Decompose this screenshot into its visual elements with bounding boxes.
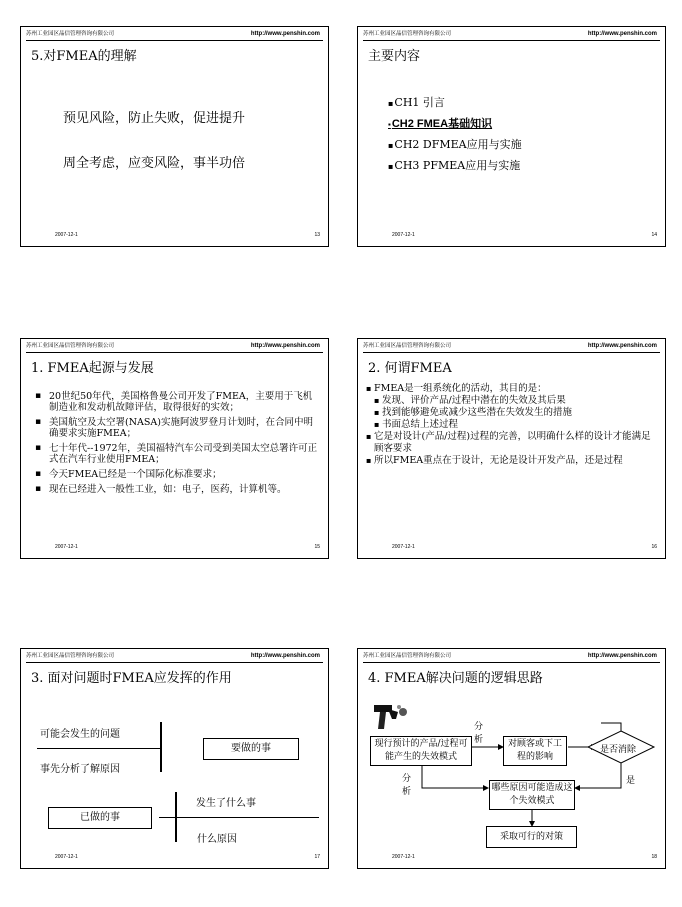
company-name: 苏州工业园区晶信管理咨询有限公司 [26, 31, 115, 37]
analyzed-label: 事先分析了解原因 [40, 764, 120, 775]
eliminated-label: 是否消除 [600, 745, 637, 755]
list-item: ▪ FMEA是一组系统化的活动，其目的是： [366, 383, 656, 395]
failure-mode-box [370, 736, 472, 766]
slide-title: 5.对FMEA的理解 [31, 49, 137, 64]
list-item: ▪ 现在已经进入一般性工业，如：电子，医药，计算机等。 [35, 484, 320, 495]
slide-13 [20, 26, 329, 247]
page-number: 17 [314, 854, 320, 860]
done-box [48, 807, 152, 829]
website-url: http://www.penshin.com [250, 31, 320, 37]
contents-item: ▪ CH1 引言 [388, 93, 522, 114]
website-url: http://www.penshin.com [587, 343, 657, 349]
divider-line [37, 748, 162, 749]
contents-list [388, 93, 522, 177]
page-number: 14 [651, 232, 657, 238]
slide-title: 4. FMEA解决问题的逻辑思路 [368, 671, 543, 686]
list-item: ▪ 七十年代--1972年，美国福特汽车公司受到美国太空总署许可正式在汽车行业使用FMEA； [35, 443, 320, 465]
possible-problem-label: 可能会发生的问题 [40, 729, 120, 740]
list-item: ▪ 今天FMEA已经是一个国际化标准要求； [35, 469, 320, 480]
page-number: 18 [651, 854, 657, 860]
analysis-label-bottom: 分析 [402, 774, 412, 797]
company-name: 苏州工业园区晶信管理咨询有限公司 [26, 653, 115, 659]
impact-label: 对顾客或下工程的影响 [507, 739, 562, 762]
slide-header [363, 30, 660, 41]
causes-box [489, 780, 575, 810]
sub-list-item: ▪ 发现、评价产品/过程中潜在的失效及其后果 [366, 395, 656, 407]
slide-date: 2007-12-1 [392, 544, 415, 550]
yes-label: 是 [626, 776, 636, 786]
slide-title: 2. 何谓FMEA [368, 361, 452, 376]
slide-17 [20, 648, 329, 869]
slide-15 [20, 338, 329, 559]
list-item: ▪ 所以FMEA重点在于设计，无论是设计开发产品，还是过程 [366, 455, 656, 467]
company-name: 苏州工业园区晶信管理咨询有限公司 [363, 653, 452, 659]
page-number: 16 [651, 544, 657, 550]
statement-1: 预见风险，防止失败，促进提升 [63, 111, 246, 126]
slide-header [26, 30, 323, 41]
website-url: http://www.penshin.com [587, 31, 657, 37]
what-happened-label: 发生了什么事 [196, 798, 256, 809]
contents-item-current: ▪ CH2 FMEA基础知识 [388, 114, 522, 135]
history-list [35, 391, 320, 499]
slide-header [363, 342, 660, 353]
sub-list-item: ▪ 书面总结上述过程 [366, 419, 656, 431]
slide-14 [357, 26, 666, 247]
slide-date: 2007-12-1 [55, 854, 78, 860]
slide-header [26, 652, 323, 663]
list-item: ▪ 20世纪50年代，美国格鲁曼公司开发了FMEA，主要用于飞机制造业和发动机故障评估，取得很好的实效； [35, 391, 320, 413]
slide-date: 2007-12-1 [55, 544, 78, 550]
company-name: 苏州工业园区晶信管理咨询有限公司 [363, 31, 452, 37]
contents-item: ▪ CH3 PFMEA应用与实施 [388, 156, 522, 177]
company-name: 苏州工业园区晶信管理咨询有限公司 [363, 343, 452, 349]
definition-list [366, 383, 656, 467]
causes-label: 哪些原因可能造成这个失效模式 [491, 783, 573, 806]
slide-18 [357, 648, 666, 869]
slide-title: 3. 面对问题时FMEA应发挥的作用 [31, 671, 232, 686]
action-box [486, 826, 577, 848]
website-url: http://www.penshin.com [250, 653, 320, 659]
slide-date: 2007-12-1 [392, 232, 415, 238]
slide-date: 2007-12-1 [55, 232, 78, 238]
slide-16 [357, 338, 666, 559]
divider-line [160, 722, 162, 772]
action-label: 采取可行的对策 [499, 832, 563, 842]
failure-mode-label: 现行预计的产品/过程可能产生的失效模式 [374, 739, 468, 762]
slide-date: 2007-12-1 [392, 854, 415, 860]
website-url: http://www.penshin.com [250, 343, 320, 349]
page-number: 15 [314, 544, 320, 550]
divider-line [159, 817, 319, 818]
company-name: 苏州工业园区晶信管理咨询有限公司 [26, 343, 115, 349]
todo-label: 要做的事 [231, 743, 271, 754]
analysis-label-top: 分析 [474, 722, 484, 745]
page-number: 13 [314, 232, 320, 238]
list-item: ▪ 它是对设计(产品/过程)过程的完善，以明确什么样的设计才能满足顾客要求 [366, 431, 656, 455]
slide-title: 1. FMEA起源与发展 [31, 361, 154, 376]
list-item: ▪ 美国航空及太空署(NASA)实施阿波罗登月计划时，在合同中明确要求实施FMEA； [35, 417, 320, 439]
impact-box [503, 736, 567, 766]
statement-2: 周全考虑，应变风险，事半功倍 [63, 156, 246, 171]
todo-box [203, 738, 299, 760]
why-label: 什么原因 [197, 834, 237, 845]
slide-title: 主要内容 [368, 49, 421, 64]
sub-list-item: ▪ 找到能够避免或减少这些潜在失效发生的措施 [366, 407, 656, 419]
slide-header [26, 342, 323, 353]
contents-item: ▪ CH2 DFMEA应用与实施 [388, 135, 522, 156]
thinking-person-icon [374, 705, 407, 729]
website-url: http://www.penshin.com [587, 653, 657, 659]
done-label: 已做的事 [80, 812, 120, 823]
